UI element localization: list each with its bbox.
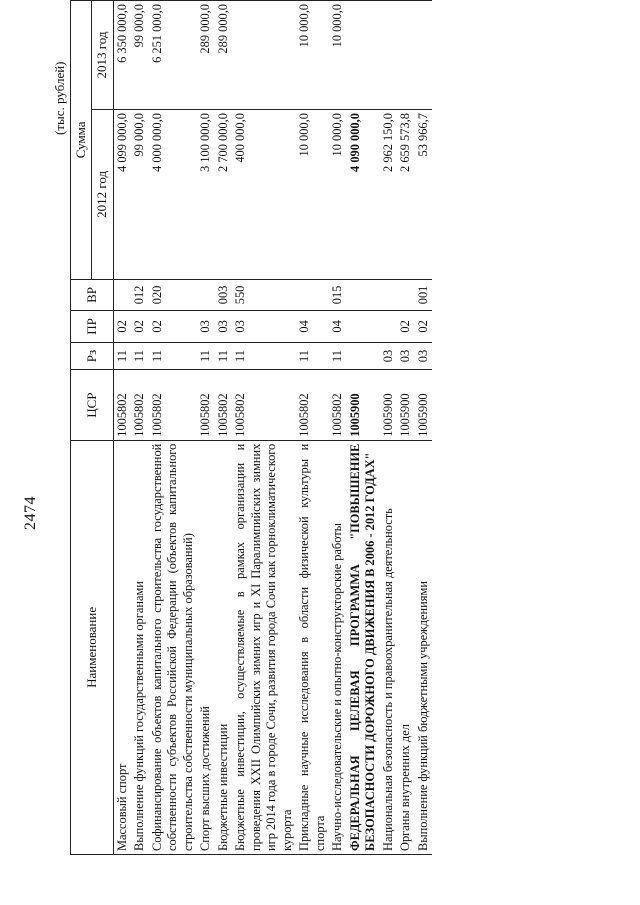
row-pr: 02: [149, 311, 198, 342]
row-vr: [397, 279, 415, 310]
row-2013: 99 000,0: [131, 1, 149, 110]
row-2013: 6 251 000,0: [149, 1, 198, 110]
row-2013: [380, 1, 398, 110]
row-2012: 4 000 000,0: [149, 110, 198, 280]
header-csr: ЦСР: [71, 370, 114, 440]
row-csr: 1005802: [296, 370, 329, 440]
row-rz: 11: [215, 342, 233, 370]
row-pr: [380, 311, 398, 342]
row-rz: 11: [329, 342, 347, 370]
row-2013: [415, 1, 433, 110]
row-name: Научно-исследовательские и опытно-конструкторские работы: [329, 440, 347, 854]
row-csr: 1005900: [347, 370, 380, 440]
row-vr: [296, 279, 329, 310]
row-name: Выполнение функций бюджетными учреждениями: [415, 440, 433, 854]
row-csr: 1005802: [232, 370, 296, 440]
row-name: Спорт высших достижений: [197, 440, 215, 854]
row-rz: 11: [131, 342, 149, 370]
row-rz: 11: [149, 342, 198, 370]
row-name: Выполнение функций государственными органами: [131, 440, 149, 854]
row-csr: 1005900: [415, 370, 433, 440]
row-2013: 10 000,0: [296, 1, 329, 110]
row-2012: 2 962 150,0: [380, 110, 398, 280]
row-vr: 012: [131, 279, 149, 310]
row-2013: [347, 1, 380, 110]
row-pr: 03: [232, 311, 296, 342]
row-rz: 11: [296, 342, 329, 370]
row-2013: 10 000,0: [329, 1, 347, 110]
row-vr: 015: [329, 279, 347, 310]
header-2012: 2012 год: [92, 110, 113, 280]
row-2013: 289 000,0: [215, 1, 233, 110]
table-row: [296, 1, 329, 855]
row-pr: 02: [131, 311, 149, 342]
row-rz: 11: [197, 342, 215, 370]
row-vr: 003: [215, 279, 233, 310]
row-csr: 1005802: [149, 370, 198, 440]
table-row: [113, 1, 131, 855]
row-rz: 03: [415, 342, 433, 370]
row-pr: 03: [197, 311, 215, 342]
budget-table: [70, 0, 432, 855]
row-2012: 3 100 000,0: [197, 110, 215, 280]
table-row: [415, 1, 433, 855]
row-vr: [380, 279, 398, 310]
row-name: ФЕДЕРАЛЬНАЯ ЦЕЛЕВАЯ ПРОГРАММА "ПОВЫШЕНИЕ БЕЗОПАСНОСТИ ДОРОЖНОГО ДВИЖЕНИЯ В 2006 - 2012 ГОДАХ": [347, 440, 380, 854]
row-vr: [113, 279, 131, 310]
row-csr: 1005802: [215, 370, 233, 440]
row-pr: 02: [113, 311, 131, 342]
row-rz: 11: [232, 342, 296, 370]
row-csr: 1005802: [131, 370, 149, 440]
row-vr: [347, 279, 380, 310]
table-row: [347, 1, 380, 855]
page-number: 2474: [22, 496, 39, 530]
row-2013: [397, 1, 415, 110]
row-2012: 10 000,0: [296, 110, 329, 280]
row-pr: 03: [215, 311, 233, 342]
table-row: [149, 1, 198, 855]
row-pr: 02: [397, 311, 415, 342]
row-2012: 4 099 000,0: [113, 110, 131, 280]
table-row: [131, 1, 149, 855]
row-csr: 1005900: [397, 370, 415, 440]
row-2013: [232, 1, 296, 110]
row-vr: 020: [149, 279, 198, 310]
row-name: Национальная безопасность и правоохранительная деятельность: [380, 440, 398, 854]
table-body: [113, 1, 432, 855]
row-pr: 04: [296, 311, 329, 342]
table-row: [197, 1, 215, 855]
row-rz: 03: [380, 342, 398, 370]
row-vr: 550: [232, 279, 296, 310]
header-2013: 2013 год: [92, 1, 113, 110]
row-name: Органы внутренних дел: [397, 440, 415, 854]
row-vr: [197, 279, 215, 310]
table-row: [329, 1, 347, 855]
row-csr: 1005802: [197, 370, 215, 440]
row-csr: 1005802: [113, 370, 131, 440]
row-rz: 03: [397, 342, 415, 370]
row-2013: 289 000,0: [197, 1, 215, 110]
row-name: Бюджетные инвестиции, осуществляемые в рамках организации и проведения XXII Олимпийских зимних игр и XI Паралимпийских зимних игр 2014 года в городе Сочи, развития города Сочи как горноклиматического курорта: [232, 440, 296, 854]
header-rz: Рз: [71, 342, 114, 370]
row-2012: 4 090 000,0: [347, 110, 380, 280]
row-pr: [347, 311, 380, 342]
table-row: [397, 1, 415, 855]
table-row: [215, 1, 233, 855]
row-csr: 1005900: [380, 370, 398, 440]
row-name: Софинансирование объектов капитального строительства государственной собственности субъектов Российской Федерации (объектов капитального строительства собственности муниципальных образований): [149, 440, 198, 854]
row-2012: 99 000,0: [131, 110, 149, 280]
table-row: [232, 1, 296, 855]
row-rz: 11: [113, 342, 131, 370]
header-name: Наименование: [71, 440, 114, 854]
row-csr: 1005802: [329, 370, 347, 440]
header-row: [71, 1, 92, 855]
row-2012: 2 659 573,8: [397, 110, 415, 280]
row-name: Бюджетные инвестиции: [215, 440, 233, 854]
units-note: (тыс. рублей): [52, 61, 67, 135]
row-vr: 001: [415, 279, 433, 310]
row-2012: 10 000,0: [329, 110, 347, 280]
header-sum: Сумма: [71, 1, 92, 280]
row-2012: 53 966,7: [415, 110, 433, 280]
row-pr: 04: [329, 311, 347, 342]
table-row: [380, 1, 398, 855]
row-2012: 400 000,0: [232, 110, 296, 280]
row-2012: 2 700 000,0: [215, 110, 233, 280]
row-2013: 6 350 000,0: [113, 1, 131, 110]
row-name: Прикладные научные исследования в области физической культуры и спорта: [296, 440, 329, 854]
row-name: Массовый спорт: [113, 440, 131, 854]
row-pr: 02: [415, 311, 433, 342]
header-vr: ВР: [71, 279, 114, 310]
header-pr: ПР: [71, 311, 114, 342]
row-rz: [347, 342, 380, 370]
